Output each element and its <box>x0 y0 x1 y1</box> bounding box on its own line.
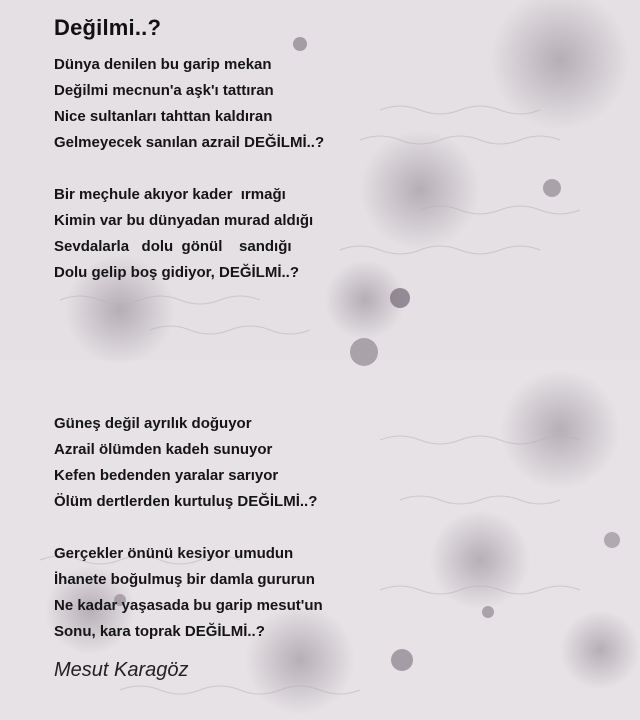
poem-line: Ölüm dertlerden kurtuluş DEĞİLMİ..? <box>54 493 318 510</box>
poem-line: Kefen bedenden yaralar sarıyor <box>54 467 279 484</box>
poem-line: Gelmeyecek sanılan azrail DEĞİLMİ..? <box>54 134 325 151</box>
stanza-1 <box>54 52 614 156</box>
poem-line: Bir meçhule akıyor kader ırmağı <box>54 186 286 203</box>
poem-author: Mesut Karagöz <box>54 659 189 681</box>
poem-line: Ne kadar yaşasada bu garip mesut'un <box>54 597 323 614</box>
stanza-4 <box>54 541 614 645</box>
poem-line: İhanete boğulmuş bir damla gururun <box>54 571 315 588</box>
stanza-3 <box>54 411 614 515</box>
poem-line: Dolu gelip boş gidiyor, DEĞİLMİ..? <box>54 264 300 281</box>
poem-line: Sonu, kara toprak DEĞİLMİ..? <box>54 623 265 640</box>
poem-line: Güneş değil ayrılık doğuyor <box>54 415 252 432</box>
poem-line: Kimin var bu dünyadan murad aldığı <box>54 212 314 229</box>
poem-line: Azrail ölümden kadeh sunuyor <box>54 441 273 458</box>
poem <box>54 12 614 681</box>
poem-line: Gerçekler önünü kesiyor umudun <box>54 545 294 562</box>
poem-line: Dünya denilen bu garip mekan <box>54 56 272 73</box>
poem-line: Değilmi mecnun'a aşk'ı tattıran <box>54 82 274 99</box>
poem-title: Değilmi..? <box>54 15 162 40</box>
stanza-2 <box>54 182 614 286</box>
poem-line: Nice sultanları tahttan kaldıran <box>54 108 273 125</box>
poem-line: Sevdalarla dolu gönül sandığı <box>54 238 292 255</box>
